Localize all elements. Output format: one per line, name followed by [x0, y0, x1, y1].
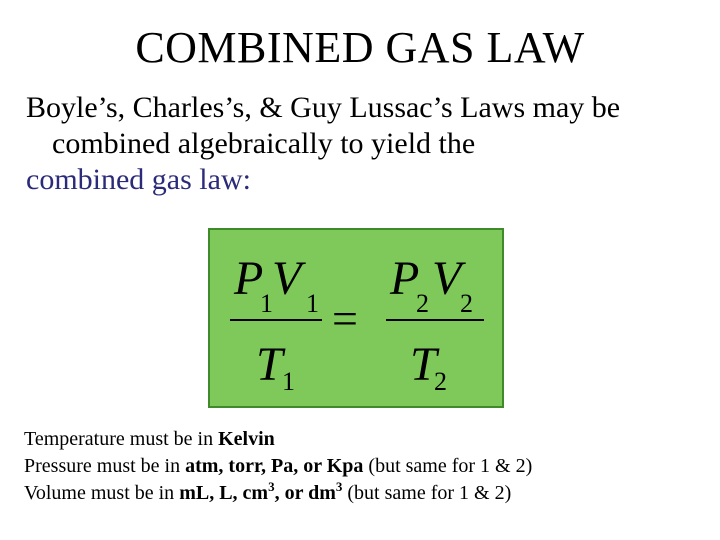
slide-title: COMBINED GAS LAW [135, 23, 585, 72]
formula-v1-symbol: V [272, 252, 302, 305]
formula-v2-symbol: V [432, 252, 462, 305]
temperature-note-text: Temperature must be in [24, 428, 219, 450]
formula-p1-symbol: P [234, 252, 264, 305]
formula-box [208, 228, 504, 408]
formula-p1-subscript: 1 [260, 289, 273, 318]
intro-line-2: combined algebraically to yield the [52, 127, 476, 160]
formula-t1-subscript: 1 [282, 367, 295, 396]
unit-requirements [24, 426, 714, 507]
intro-line-1: Boyle’s, Charles’s, & Guy Lussac’s Laws may be [26, 91, 621, 124]
pressure-note-suffix: (but same for 1 & 2) [363, 455, 533, 477]
volume-units-a-text: mL, L, cm [179, 482, 269, 504]
volume-note [24, 480, 714, 507]
combined-gas-law-formula [210, 230, 506, 410]
temperature-note [24, 426, 714, 453]
volume-cubic-superscript-a: 3 [268, 479, 275, 494]
volume-units-a [179, 479, 343, 504]
formula-p2-subscript: 2 [416, 289, 429, 318]
pressure-note-text: Pressure must be in [24, 455, 186, 477]
formula-v2-subscript: 2 [460, 289, 473, 318]
volume-cubic-superscript-b: 3 [335, 479, 343, 494]
temperature-unit: Kelvin [218, 428, 275, 450]
intro-text [26, 90, 706, 198]
pressure-units: atm, torr, Pa, or Kpa [185, 455, 364, 477]
intro-line-3: combined gas law: [26, 163, 251, 196]
formula-t2-subscript: 2 [434, 367, 447, 396]
pressure-note [24, 453, 714, 480]
formula-equals: = [332, 293, 358, 344]
formula-v1-subscript: 1 [306, 289, 319, 318]
formula-t1-symbol: T [256, 338, 283, 391]
volume-note-suffix: (but same for 1 & 2) [342, 482, 512, 504]
formula-p2-symbol: P [390, 252, 420, 305]
formula-t2-symbol: T [410, 338, 437, 391]
volume-note-text: Volume must be in [24, 482, 180, 504]
volume-units-b-text: , or dm [274, 482, 336, 504]
